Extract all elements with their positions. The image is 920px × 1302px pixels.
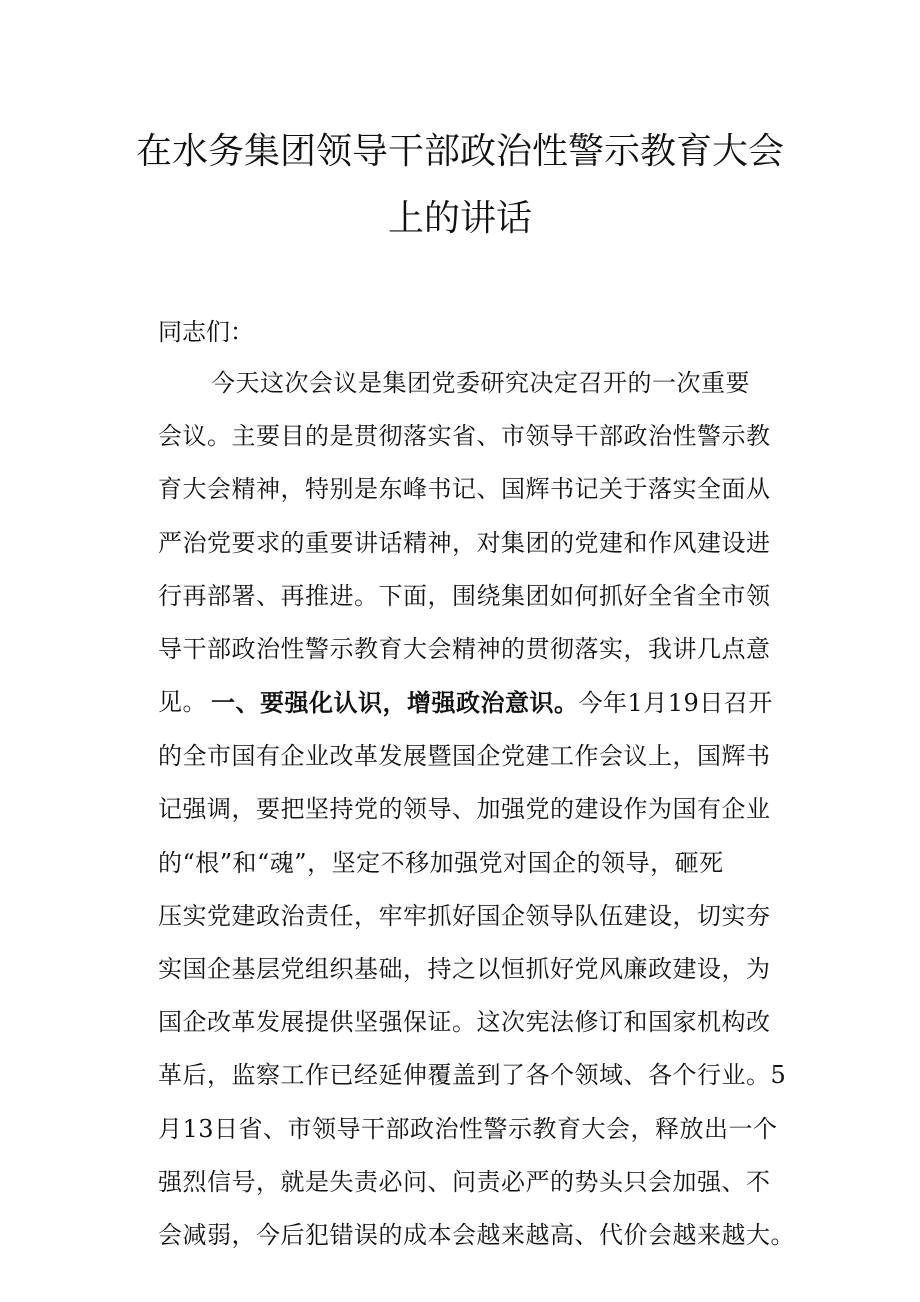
document-title-line-1: 在水务集团领导干部政治性警示教育大会 (135, 131, 784, 172)
paragraph-1-line: 严治党要求的重要讲话精神，对集团的党建和作风建设进 (158, 528, 771, 557)
paragraph-2-line: 实国企基层党组织基础，持之以恒抓好党风廉政建设，为 (158, 955, 771, 984)
paragraph-2-line: 记强调，要把坚持党的领导、加强党的建设作为国有企业 (158, 795, 771, 824)
paragraph-1-line: 导干部政治性警示教育大会精神的贯彻落实，我讲几点意 (158, 635, 771, 664)
greeting: 同志们： (158, 318, 254, 346)
paragraph-1-line: 行再部署、再推进。下面，围绕集团如何抓好全省全市领 (158, 581, 771, 610)
paragraph-1 (158, 357, 798, 729)
paragraph-2-line: 压实党建政治责任，牢牢抓好国企领导队伍建设，切实夯 (158, 901, 771, 930)
document-title-line-2: 上的讲话 (387, 198, 532, 239)
paragraph-2-line: 的“根”和“魂”，坚定不移加强党对国企的领导，砸死 (158, 848, 724, 877)
paragraph-2-line: 的全市国有企业改革发展暨国企党建工作会议上，国辉书 (158, 742, 771, 771)
paragraph-2-first-line-text: 今年1月19日召开 (578, 689, 773, 717)
paragraph-1-line: 育大会精神，特别是东峰书记、国辉书记关于落实全面从 (158, 475, 771, 504)
paragraph-2-first-line (158, 676, 798, 730)
paragraph-1-line: 见。 (158, 688, 207, 717)
section-heading: 一、要强化认识，增强政治意识。 (211, 688, 579, 717)
paragraph-2-line: 强烈信号，就是失责必问、问责必严的势头只会加强、不 (158, 1167, 771, 1196)
paragraph-2-line: 月13日省、市领导干部政治性警示教育大会，释放出一个 (158, 1114, 778, 1143)
paragraph-2-line: 国企改革发展提供坚强保证。这次宪法修订和国家机构改 (158, 1008, 771, 1037)
paragraph-2 (158, 676, 798, 1262)
paragraph-1-line: 会议。主要目的是贯彻落实省、市领导干部政治性警示教 (158, 422, 771, 451)
paragraph-2-line: 会减弱，今后犯错误的成本会越来越高、代价会越来越大。 (158, 1221, 795, 1250)
paragraph-1-line: 今天这次会议是集团党委研究决定召开的一次重要 (211, 369, 750, 397)
paragraph-2-line: 革后，监察工作已经延伸覆盖到了各个领域、各个行业。5 (158, 1061, 787, 1090)
